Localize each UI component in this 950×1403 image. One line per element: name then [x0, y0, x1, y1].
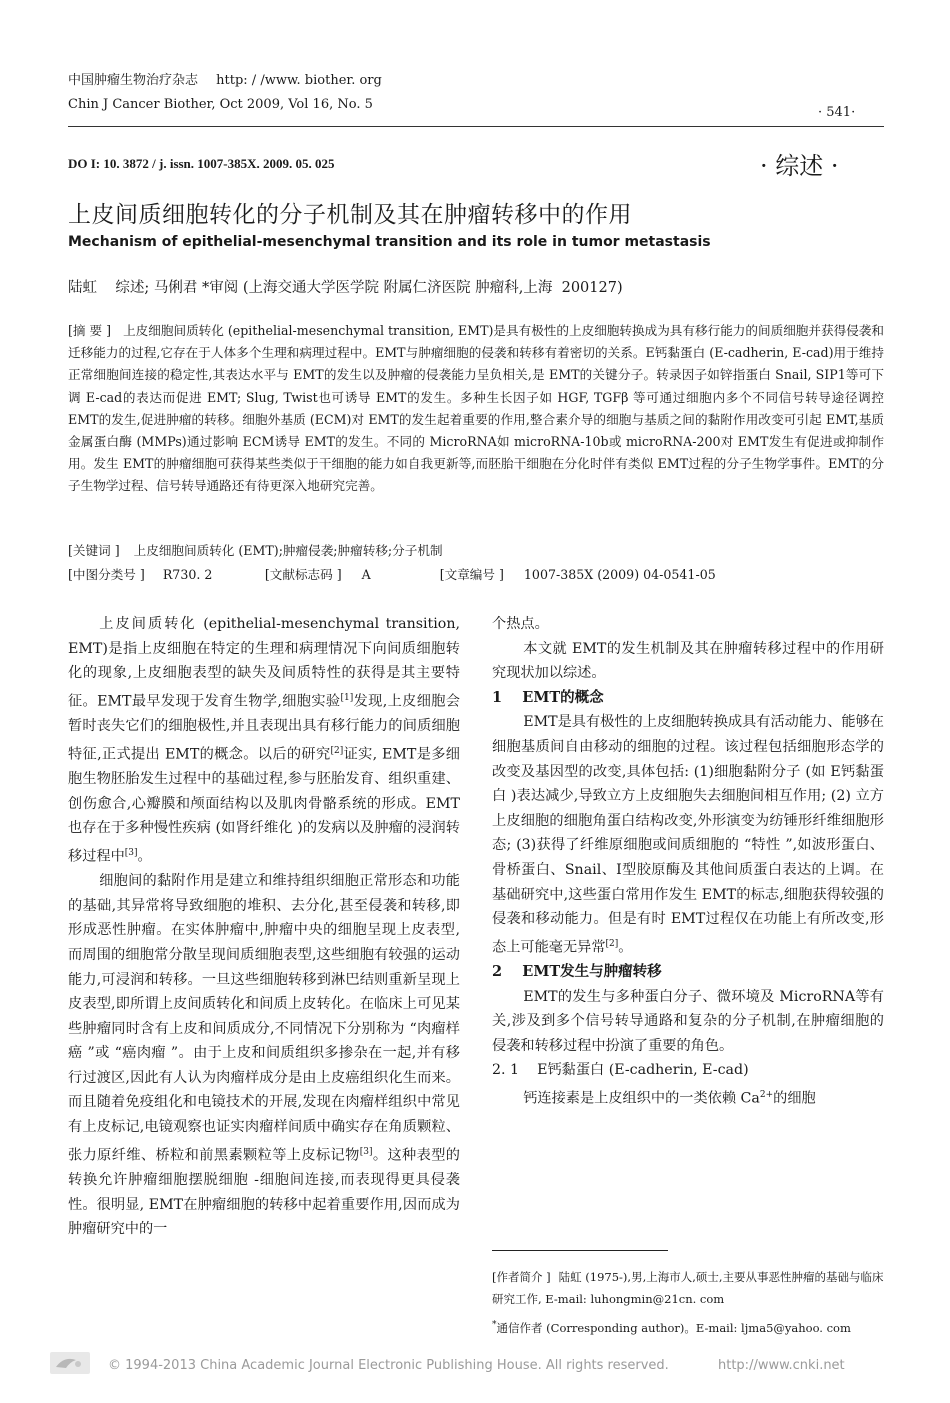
journal-name-en: Chin J Cancer Biother, Oct 2009, Vol 16, No. 5: [68, 97, 373, 112]
article-number-label: [文章编号 ]: [439, 567, 504, 582]
author-note-label: [作者简介 ]: [492, 1270, 551, 1284]
author-note-text: 陆虹 (1975-),男,上海市人,硕士,主要从事恶性肿瘤的基础与临床研究工作, E-mail: luhongmin@21cn. com: [492, 1270, 884, 1306]
corresponding-text: 通信作者 (Corresponding author)。E-mail: ljma5@yahoo. com: [496, 1320, 851, 1335]
emt-concept-paragraph: [492, 710, 884, 960]
clc-label: [中图分类号 ]: [68, 567, 145, 582]
ref-3b[interactable]: [3]: [359, 1146, 373, 1157]
scope-paragraph: 本文就 EMT的发生机制及其在肿瘤转移过程中的作用研究现状加以综述。: [492, 640, 884, 682]
ref-2[interactable]: [2]: [330, 745, 344, 756]
doi: DO I: 10. 3872 / j. issn. 1007-385X. 2009. 05. 025: [68, 156, 335, 171]
text-run: 的细胞: [773, 1090, 816, 1107]
continued-text: 个热点。: [492, 616, 549, 632]
intro-paragraph: [68, 612, 460, 869]
article-title-cn: 上皮间质细胞转化的分子机制及其在肿瘤转移中的作用: [68, 202, 632, 228]
text-run: 细胞间的黏附作用是建立和维持组织细胞正常形态和功能的基础,其异常将导致细胞的堆积、去分化,甚至侵袭和转移,即形成恶性肿瘤。在实体肿瘤中,肿瘤中央的细胞呈现上皮表型,而周围的细胞常分散呈现间质细胞表型,这些细胞有较强的运动能力,可浸润和转移。一旦这些细胞转移到淋巴结则重新呈现上皮表型,即所谓上皮间质转化和间质上皮转化。在临床上可见某些肿瘤同时含有上皮和间质成分,不同情况下分别称为 “肉瘤样癌 ”或 “癌肉瘤 ”。由于上皮和间质组织多掺杂在一起,并有移行过渡区,因此有人认为肉瘤样成分是由上皮癌组织化生而来。而且随着免疫组化和电镜技术的开展,发现在肉瘤样组织中常见有上皮标记,电镜观察也证实肉瘤样间质中确实存在角质颗粒、张力原纤维、桥粒和前黑素颗粒等上皮标记物: [68, 873, 460, 1164]
classification-row: [68, 564, 884, 586]
cadherin-paragraph: [492, 1083, 884, 1111]
article-title-en: Mechanism of epithelial-mesenchymal transition and its role in tumor metastasis: [68, 234, 711, 250]
keywords-text: 上皮细胞间质转化 (EMT);肿瘤侵袭;肿瘤转移;分子机制: [133, 543, 443, 558]
header-rule: [68, 126, 884, 127]
adhesion-paragraph: [68, 869, 460, 1242]
text-run: 。: [618, 939, 633, 956]
left-column: [68, 612, 460, 1242]
text-run: 证实, EMT是多细胞生物胚胎发生过程中的基础过程,参与胚胎发育、组织重建、创伤愈合,心瓣膜和颅面结构以及肌肉骨骼系统的形成。EMT也存在于多种慢性疾病 (如肾纤维化 )的发病以及肿瘤的浸润转移过程中: [68, 746, 460, 865]
text-run: 上皮间质转化 (epithelial-mesenchymal transition, EMT)是指上皮细胞在特定的生理和病理情况下向间质细胞转化的现象,上皮细胞表型的缺失及间质特性的获得是其主要特征。EMT最早发现于发育生物学,细胞实验: [68, 616, 460, 710]
author-note: [492, 1266, 884, 1310]
copyright-notice: © 1994-2013 China Academic Journal Electronic Publishing House. All rights reserved.: [108, 1358, 669, 1373]
article-number-value: 1007-385X (2009) 04-0541-05: [523, 567, 716, 582]
journal-header: [68, 70, 382, 92]
corresponding-note: [492, 1314, 884, 1339]
right-column: [492, 612, 884, 1111]
keywords-label: [关键词 ]: [68, 543, 120, 558]
abstract-label: [摘 要 ]: [68, 323, 112, 338]
section-label: · 综述 ·: [760, 152, 839, 180]
cnki-logo-icon: [50, 1352, 90, 1374]
section-2-1-heading: 2. 1 E钙黏蛋白 (E-cadherin, E-cad): [492, 1062, 749, 1079]
cnki-link[interactable]: http://www.cnki.net: [718, 1358, 845, 1373]
text-run: EMT是具有极性的上皮细胞转换成具有活动能力、能够在细胞基质间自由移动的细胞的过程。该过程包括细胞形态学的改变及基因型的改变,具体包括: (1)细胞黏附分子 (如 E钙黏蛋白 )表达减少,导致立方上皮细胞失去细胞间相互作用; (2) 立方上皮细胞的细胞角蛋白结构改变,外形演变为纺锤形纤维细胞形态; (3)获得了纤维原细胞或间质细胞的 “特性 ”,如波形蛋白、骨桥蛋白、Snail、I型胶原酶及其他间质蛋白表达的上调。在基础研究中,这些蛋白常用作发生 EMT的标志,细胞获得较强的侵袭和移动能力。但是有时 EMT过程仅在功能上有所改变,形态上可能毫无异常: [492, 714, 884, 956]
author-line: 陆虹 综述; 马俐君 *审阅 (上海交通大学医学院 附属仁济医院 肿瘤科,上海 200127): [68, 280, 623, 296]
doc-code-value: A: [361, 567, 371, 582]
emt-metastasis-paragraph: EMT的发生与多种蛋白分子、微环境及 MicroRNA等有关,涉及到多个信号转导通路和复杂的分子机制,在肿瘤细胞的侵袭和转移过程中扮演了重要的角色。: [492, 988, 884, 1054]
section-1-heading: 1 EMT的概念: [492, 688, 604, 706]
abstract-text: 上皮细胞间质转化 (epithelial-mesenchymal transition, EMT)是具有极性的上皮细胞转换成为具有移行能力的间质细胞并获得侵袭和迁移能力的过程,它存在于人体多个生理和病理过程中。EMT与肿瘤细胞的侵袭和转移有着密切的关系。E钙黏蛋白 (E-cadherin, E-cad)用于维持正常细胞间连接的稳定性,其表达水平与 EMT的发生以及肿瘤的侵袭能力呈负相关,是 EMT的关键分子。转录因子如锌指蛋白 Snail, SIP1等可下调 E-cad的表达而促进 EMT; Slug, Twist也可诱导 EMT的发生。多种生长因子如 HGF, TGFβ 等可通过细胞内多个不同信号转导途径调控 EMT的发生,促进肿瘤的转移。细胞外基质 (ECM)对 EMT的发生起着重要的作用,整合素介导的细胞与基质之间的黏附作用改变可引起 EMT,基质金属蛋白酶 (MMPs)通过影响 ECM诱导 EMT的发生。不同的 MicroRNA如 microRNA-10b或 microRNA-200对 EMT发生有促进或抑制作用。发生 EMT的肿瘤细胞可获得某些类似于干细胞的能力如自我更新等,而胚胎干细胞在分化时伴有类似 EMT过程的分子生物学事件。EMT的分子生物学过程、信号转导通路还有待更深入地研究完善。: [68, 323, 884, 494]
section-2-heading: 2 EMT发生与肿瘤转移: [492, 963, 662, 981]
ref-3[interactable]: [3]: [124, 847, 138, 858]
doc-code-label: [文献标志码 ]: [264, 567, 342, 582]
text-run: 钙连接素是上皮组织中的一类依赖 Ca: [523, 1090, 760, 1107]
text-run: 。这种表型的转换允许肿瘤细胞摆脱细胞 -细胞间连接,而表现得更具侵袭性。很明显, EMT在肿瘤细胞的转移中起着重要作用,因而成为肿瘤研究中的一: [68, 1147, 460, 1238]
calcium-superscript: 2+: [759, 1090, 774, 1101]
clc-value: R730. 2: [162, 567, 213, 582]
abstract: [68, 320, 884, 498]
keywords: [68, 540, 884, 562]
journal-name-cn: 中国肿瘤生物治疗杂志: [68, 73, 199, 88]
ref-1[interactable]: [1]: [340, 692, 354, 703]
corresponding-mark: *: [492, 1320, 497, 1330]
text-run: 发现,上皮细胞会暂时丧失它们的细胞极性,并且表现出具有移行能力的间质细胞特征,正式提出 EMT的概念。以后的研究: [68, 693, 460, 763]
journal-url[interactable]: http: / /www. biother. org: [216, 73, 382, 88]
text-run: 。: [137, 848, 152, 865]
footnote-rule: [492, 1250, 668, 1251]
page-number: · 541·: [818, 105, 856, 120]
ref-2b[interactable]: [2]: [605, 938, 619, 949]
